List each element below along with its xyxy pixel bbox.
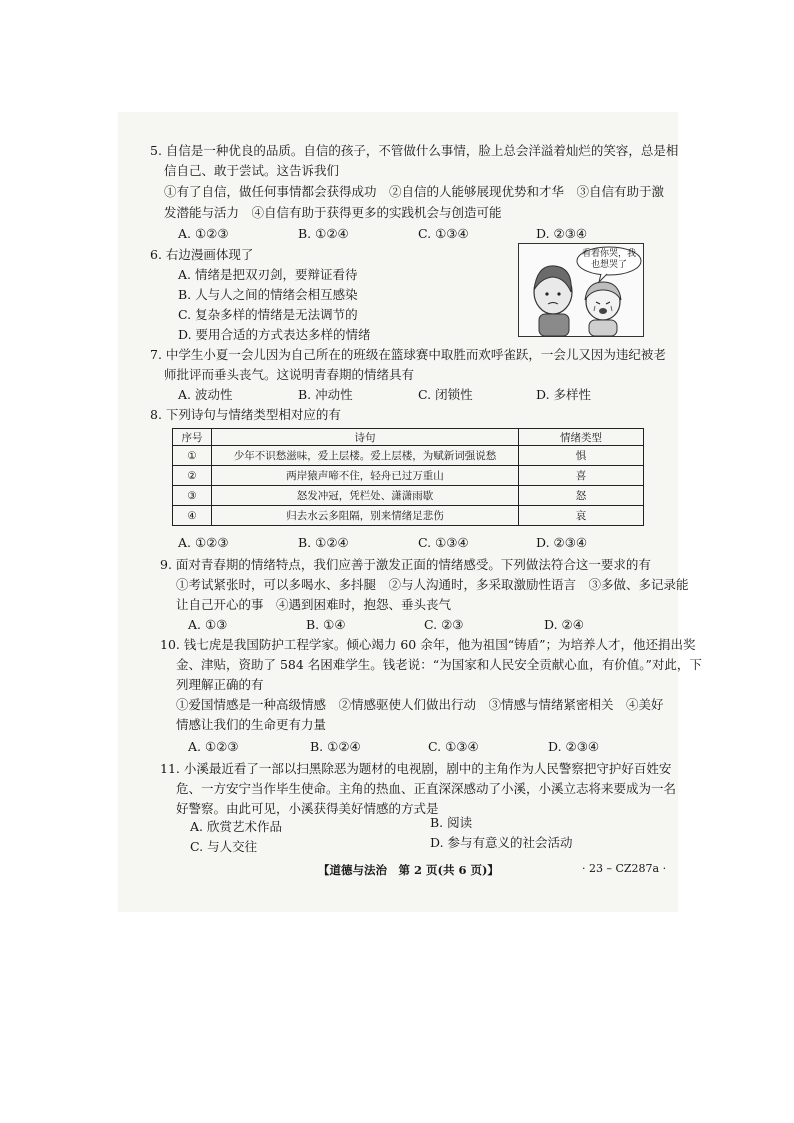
q5-statements-line1: ①有了自信，做任何事情都会获得成功 ②自信的人能够展现优势和才华 ③自信有助于激 [164, 184, 665, 199]
q8-option-b[interactable]: B. ①②④ [298, 535, 349, 550]
q6-option-a[interactable]: A. 情绪是把双刃剑，要辩证看待 [178, 267, 358, 282]
q10-option-a[interactable]: A. ①②③ [188, 739, 239, 754]
q10-statements-line1: ①爱国情感是一种高级情感 ②情感驱使人们做出行动 ③情感与情绪紧密相关 ④美好 [176, 697, 664, 712]
q10-statements-line2: 情感让我们的生命更有力量 [176, 717, 327, 732]
table-cell-poem: 少年不识愁滋味，爱上层楼。爱上层楼，为赋新词强说愁 [212, 446, 519, 466]
q9-option-d[interactable]: D. ②④ [544, 617, 584, 632]
q10-stem-line1: 10. 钱七虎是我国防护工程学家。倾心竭力 60 余年，他为祖国“铸盾”；为培养人才，他还捐出奖 [160, 637, 696, 652]
comic-bubble-line1: 看着你哭，我 [581, 249, 636, 259]
q5-option-c[interactable]: C. ①③④ [418, 226, 469, 241]
q10-option-b[interactable]: B. ①②④ [310, 739, 361, 754]
q9-option-a[interactable]: A. ①③ [188, 617, 228, 632]
q9-statements-line2: 让自己开心的事 ④遇到困难时，抱怨、垂头丧气 [176, 597, 452, 612]
table-cell-poem: 归去水云多阻隔，别来情绪足悲伤 [212, 506, 519, 526]
q5-option-a[interactable]: A. ①②③ [178, 226, 229, 241]
q10-option-c[interactable]: C. ①③④ [428, 739, 479, 754]
comic-speech-bubble [579, 249, 639, 271]
q11-option-b[interactable]: B. 阅读 [430, 815, 473, 830]
q11-option-c[interactable]: C. 与人交往 [190, 839, 258, 854]
q10-option-d[interactable]: D. ②③④ [548, 739, 600, 754]
q9-stem-line1: 9. 面对青春期的情绪特点，我们应善于激发正面的情绪感受。下列做法符合这一要求的有 [160, 557, 651, 572]
q5-option-b[interactable]: B. ①②④ [298, 226, 349, 241]
table-cell-number: ② [173, 466, 212, 486]
table-cell-emotion: 喜 [519, 466, 644, 486]
q10-stem-line2: 金、津贴，资助了 584 名困难学生。钱老说：“为国家和人民安全贡献心血，有价值。”对此，下 [176, 657, 702, 672]
q9-option-b[interactable]: B. ①④ [306, 617, 346, 632]
table-header-number: 序号 [173, 429, 212, 446]
q7-option-a[interactable]: A. 波动性 [178, 387, 233, 402]
q5-stem-line1: 5. 自信是一种优良的品质。自信的孩子，不管做什么事情，脸上总会洋溢着灿烂的笑容，总是相 [150, 143, 679, 158]
q11-option-d[interactable]: D. 参与有意义的社会活动 [430, 835, 573, 850]
q10-stem-line3: 列理解正确的有 [176, 677, 264, 692]
q11-stem-line2: 危、一方安宁当作毕生使命。主角的热血、正直深深感动了小溪，小溪立志将来要成为一名 [176, 781, 677, 796]
table-cell-emotion: 惧 [519, 446, 644, 466]
q7-option-d[interactable]: D. 多样性 [536, 387, 592, 402]
q6-stem: 6. 右边漫画体现了 [150, 247, 254, 262]
table-cell-number: ① [173, 446, 212, 466]
q8-option-a[interactable]: A. ①②③ [178, 535, 229, 550]
table-cell-number: ④ [173, 506, 212, 526]
table-header-row [173, 429, 644, 446]
comic-bubble-line2: 也想哭了 [590, 260, 627, 270]
q7-option-b[interactable]: B. 冲动性 [298, 387, 353, 402]
q5-option-d[interactable]: D. ②③④ [536, 226, 588, 241]
q7-stem-line2: 师批评而垂头丧气。这说明青春期的情绪具有 [164, 367, 415, 382]
table-cell-poem: 两岸猿声啼不住，轻舟已过万重山 [212, 466, 519, 486]
table-header-poem: 诗句 [212, 429, 519, 446]
q11-option-a[interactable]: A. 欣赏艺术作品 [190, 819, 282, 834]
table-row [173, 466, 644, 486]
page-footer-label: 【道德与法治 第 2 页(共 6 页)】 [318, 863, 499, 877]
q9-statements-line1: ①考试紧张时，可以多喝水、多抖腿 ②与人沟通时，多采取激励性语言 ③多做、多记录能 [176, 577, 689, 592]
table-cell-number: ③ [173, 486, 212, 506]
q9-option-c[interactable]: C. ②③ [424, 617, 464, 632]
q6-option-b[interactable]: B. 人与人之间的情绪会相互感染 [178, 287, 358, 302]
table-row [173, 506, 644, 526]
table-cell-emotion: 怒 [519, 486, 644, 506]
table-header-emotion: 情绪类型 [519, 429, 644, 446]
q6-option-d[interactable]: D. 要用合适的方式表达多样的情绪 [178, 327, 371, 342]
poem-emotion-table [172, 428, 644, 526]
q5-statements-line2: 发潜能与活力 ④自信有助于获得更多的实践机会与创造可能 [164, 205, 502, 220]
q11-stem-line3: 好警察。由此可见，小溪获得美好情感的方式是 [176, 801, 439, 816]
q7-stem-line1: 7. 中学生小夏一会儿因为自己所在的班级在篮球赛中取胜而欢呼雀跃，一会儿又因为违纪被老 [150, 347, 666, 362]
table-row [173, 486, 644, 506]
q5-stem-line2: 信自己、敢于尝试。这告诉我们 [164, 163, 340, 178]
table-cell-emotion: 哀 [519, 506, 644, 526]
table-row [173, 446, 644, 466]
q8-stem: 8. 下列诗句与情绪类型相对应的有 [150, 407, 341, 422]
table-cell-poem: 怒发冲冠，凭栏处、潇潇雨歇 [212, 486, 519, 506]
q6-option-c[interactable]: C. 复杂多样的情绪是无法调节的 [178, 307, 358, 322]
page-footer-code: · 23 – CZ287a · [582, 862, 667, 875]
q11-stem-line1: 11. 小溪最近看了一部以扫黑除恶为题材的电视剧，剧中的主角作为人民警察把守护好百姓安 [160, 761, 672, 776]
q8-option-c[interactable]: C. ①③④ [418, 535, 469, 550]
q7-option-c[interactable]: C. 闭锁性 [418, 387, 473, 402]
q8-option-d[interactable]: D. ②③④ [536, 535, 588, 550]
comic-illustration [518, 243, 644, 337]
